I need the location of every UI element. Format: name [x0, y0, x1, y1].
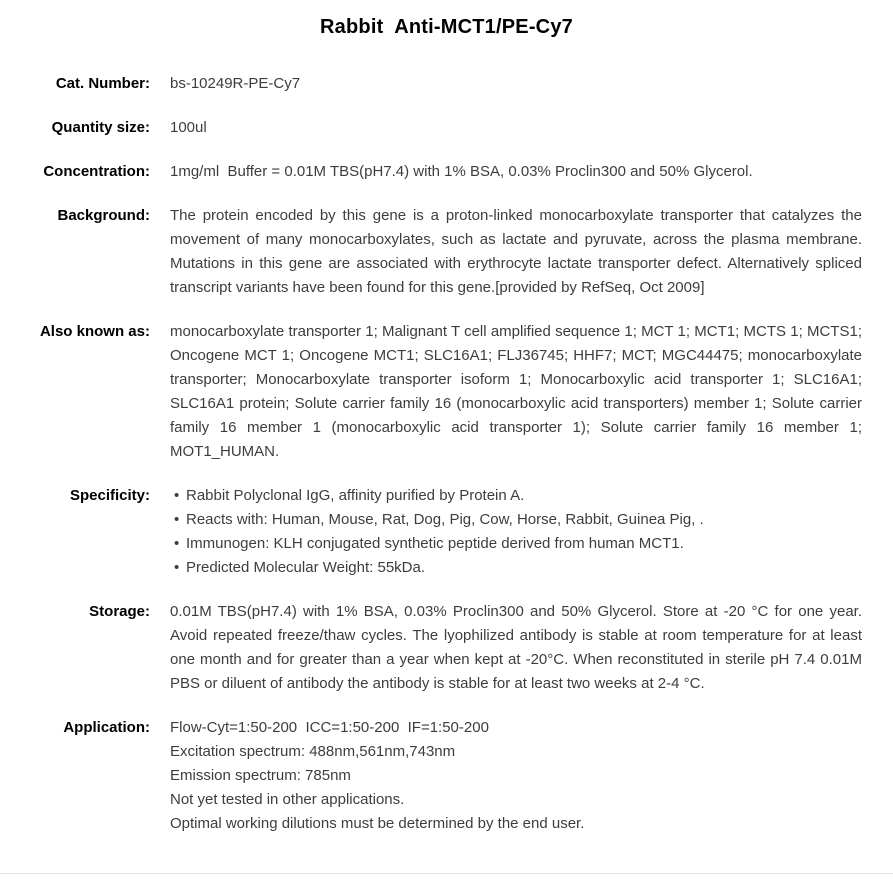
quantity-size-label: Quantity size:: [51, 119, 150, 136]
specificity-item-text: Reacts with: Human, Mouse, Rat, Dog, Pig, Cow, Horse, Rabbit, Guinea Pig, .: [186, 511, 704, 528]
storage-label: Storage:: [89, 603, 150, 620]
application-label: Application:: [63, 719, 150, 736]
application-line: Flow-Cyt=1:50-200 ICC=1:50-200 IF=1:50-200: [170, 719, 489, 736]
specificity-item-text: Rabbit Polyclonal IgG, affinity purified by Protein A.: [186, 487, 525, 504]
concentration-label: Concentration:: [43, 163, 150, 180]
application-line: Emission spectrum: 785nm: [170, 767, 351, 784]
application-lines: [170, 716, 862, 836]
application-line: Optimal working dilutions must be determined by the end user.: [170, 815, 585, 832]
cat-number-value: bs-10249R-PE-Cy7: [170, 75, 301, 92]
specificity-item: [170, 508, 862, 532]
row-specificity: [0, 484, 893, 580]
bullet-icon: •: [174, 511, 180, 528]
specificity-item-text: Immunogen: KLH conjugated synthetic peptide derived from human MCT1.: [186, 535, 684, 552]
specificity-item: [170, 532, 862, 556]
also-known-as-label: Also known as:: [39, 323, 150, 340]
storage-value: 0.01M TBS(pH7.4) with 1% BSA, 0.03% Proclin300 and 50% Glycerol. Store at -20 °C for one year. Avoid repeated freeze/thaw cycles. The lyophilized antibody is stable at room temperature for at least one month and for greater than a year when kept at -20°C. When reconstituted in sterile pH 7.4 0.01M PBS or diluent of antibody the antibody is stable for at least two weeks at 2-4 °C.: [170, 603, 862, 692]
quantity-size-value: 100ul: [170, 119, 207, 136]
specificity-list: [170, 484, 862, 580]
also-known-as-value: monocarboxylate transporter 1; Malignant T cell amplified sequence 1; MCT 1; MCT1; MCTS 1; MCTS1; Oncogene MCT 1; Oncogene MCT1; SLC16A1; FLJ36745; HHF7; MCT; MGC44475; monocarboxylate transporter; Monocarboxylate transporter isoform 1; Monocarboxylic acid transporter 1; SLC16A1; SLC16A1 protein; Solute carrier family 16 (monocarboxylic acid transporters) member 1; Solute carrier family 16 member 1 (monocarboxylic acid transporter 1); Solute carrier family 16 member 1; MOT1_HUMAN.: [170, 323, 862, 460]
background-label: Background:: [57, 207, 150, 224]
row-application: [0, 716, 893, 836]
row-also-known-as: [0, 320, 893, 464]
bullet-icon: •: [174, 559, 180, 576]
row-background: [0, 204, 893, 300]
specificity-item: [170, 556, 862, 580]
row-cat-number: [0, 72, 893, 96]
row-storage: [0, 600, 893, 696]
page-title: Rabbit Anti-MCT1/PE-Cy7: [320, 16, 573, 38]
application-line: Excitation spectrum: 488nm,561nm,743nm: [170, 743, 456, 760]
specificity-item-text: Predicted Molecular Weight: 55kDa.: [186, 559, 426, 576]
application-line: Not yet tested in other applications.: [170, 791, 405, 808]
row-quantity-size: [0, 116, 893, 140]
background-value: The protein encoded by this gene is a proton-linked monocarboxylate transporter that catalyzes the movement of many monocarboxylates, such as lactate and pyruvate, across the plasma membrane. Mutations in this gene are associated with erythrocyte lactate transporter defect. Alternatively spliced transcript variants have been found for this gene.[provided by RefSeq, Oct 2009]: [170, 207, 862, 296]
specificity-label: Specificity:: [69, 487, 150, 504]
concentration-value: 1mg/ml Buffer = 0.01M TBS(pH7.4) with 1% BSA, 0.03% Proclin300 and 50% Glycerol.: [170, 163, 753, 180]
bullet-icon: •: [174, 535, 180, 552]
specificity-item: [170, 484, 862, 508]
cat-number-label: Cat. Number:: [55, 75, 150, 92]
row-concentration: [0, 160, 893, 184]
bottom-divider: [0, 873, 893, 874]
bullet-icon: •: [174, 487, 180, 504]
